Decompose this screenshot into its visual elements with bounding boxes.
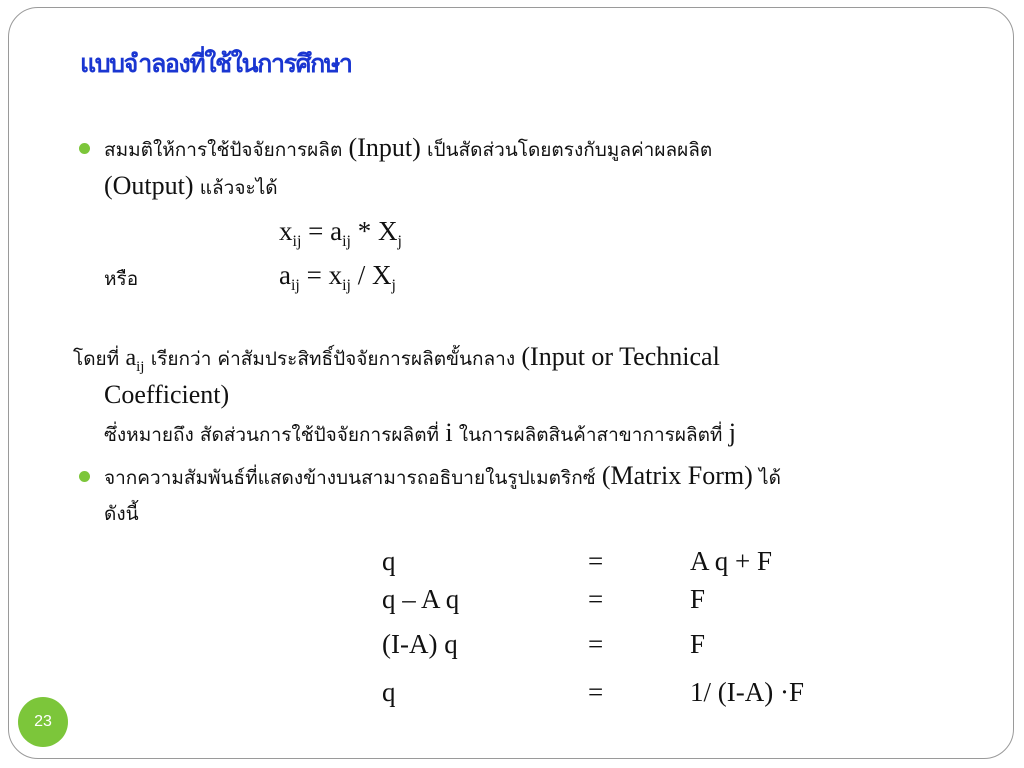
bullet-1-latin-b: (Output) bbox=[104, 171, 194, 200]
bullet-2-line-2: ดังนี้ bbox=[104, 503, 139, 525]
formula-1-lhs: x bbox=[279, 216, 293, 246]
formula-2-lhs: a bbox=[279, 260, 291, 290]
formula-1 bbox=[279, 216, 402, 251]
equation-4-eq: = bbox=[588, 677, 604, 707]
definition-meaning-thai-b: ในการผลิตสินค้าสาขาการผลิตที่ bbox=[458, 424, 723, 446]
bullet-1-latin-a: (Input) bbox=[348, 133, 421, 162]
definition-meaning-thai-a: ซึ่งหมายถึง สัดส่วนการใช้ปัจจัยการผลิตที่ bbox=[104, 424, 440, 446]
definition-line-2: Coefficient) bbox=[104, 380, 230, 409]
definition-latin: (Input or Technical bbox=[521, 342, 720, 371]
bullet-1-thai-a: สมมติให้การใช้ปัจจัยการผลิต bbox=[104, 139, 343, 161]
formula-2-rhs: / X bbox=[357, 260, 392, 290]
formula-2 bbox=[279, 260, 396, 295]
definition-meaning-i: i bbox=[445, 418, 453, 447]
formula-2-label: หรือ bbox=[104, 268, 139, 290]
formula-2-op-sub: ij bbox=[342, 277, 351, 294]
equation-3-right: F bbox=[690, 629, 706, 659]
equation-1-left: q bbox=[382, 546, 396, 576]
formula-1-rhs: * X bbox=[357, 216, 398, 246]
formula-1-op: = a bbox=[308, 216, 343, 246]
equation-1-eq: = bbox=[588, 546, 604, 576]
formula-1-lhs-sub: ij bbox=[292, 233, 302, 250]
formula-2-op: = x bbox=[306, 260, 343, 290]
definition-meaning-j: j bbox=[728, 418, 736, 447]
bullet-2-line-1 bbox=[104, 461, 781, 493]
equation-1-right: A q + F bbox=[690, 546, 773, 576]
slide-title: แบบจำลองที่ใช้ในการศึกษา bbox=[80, 49, 352, 78]
definition-thai: เรียกว่า ค่าสัมประสิทธิ์ปัจจัยการผลิตขั้นกลาง bbox=[150, 348, 516, 370]
equation-3-left: (I-A) q bbox=[382, 629, 458, 659]
definition-prefix: โดยที่ bbox=[73, 348, 120, 370]
equation-2-right: F bbox=[690, 584, 706, 614]
bullet-dot-2 bbox=[79, 471, 90, 482]
definition-symbol: a bbox=[125, 345, 137, 371]
bullet-2-thai-b: ได้ bbox=[759, 467, 781, 489]
definition-symbol-sub: ij bbox=[136, 359, 145, 375]
bullet-2-latin-a: (Matrix Form) bbox=[601, 461, 753, 490]
bullet-1-line-1 bbox=[104, 133, 712, 165]
formula-1-op-sub: ij bbox=[342, 233, 351, 250]
formula-2-lhs-sub: ij bbox=[290, 277, 300, 294]
equation-3-eq: = bbox=[588, 629, 604, 659]
formula-1-rhs-sub: j bbox=[397, 233, 402, 250]
equation-4-left: q bbox=[382, 677, 396, 707]
definition-meaning bbox=[104, 418, 736, 450]
equation-2-left: q – A q bbox=[382, 584, 460, 614]
bullet-1-line-2 bbox=[104, 171, 278, 203]
formula-2-rhs-sub: j bbox=[391, 277, 396, 294]
bullet-2-thai-a: จากความสัมพันธ์ที่แสดงข้างบนสามารถอธิบายในรูปเมตริกซ์ bbox=[104, 467, 596, 489]
bullet-dot-1 bbox=[79, 143, 90, 154]
bullet-1-thai-c: แล้วจะได้ bbox=[199, 177, 278, 199]
page-number-badge: 23 bbox=[18, 697, 68, 747]
bullet-1-thai-b: เป็นสัดส่วนโดยตรงกับมูลค่าผลผลิต bbox=[427, 139, 713, 161]
definition-line-1 bbox=[73, 342, 720, 382]
equation-4-right: 1/ (I-A) ·F bbox=[690, 677, 804, 707]
equation-2-eq: = bbox=[588, 584, 604, 614]
